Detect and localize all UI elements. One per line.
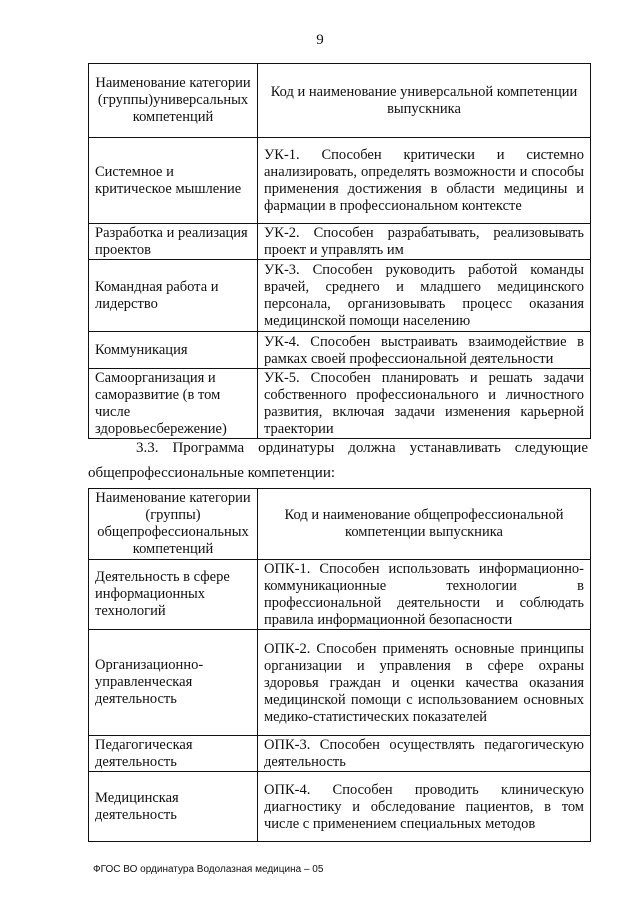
competency-cell: УК-5. Способен планировать и решать задачи собственного профессионального и личностного развития, включая задачи изменения карьерной траектории	[258, 369, 591, 439]
table-row	[89, 560, 591, 630]
table-row	[89, 260, 591, 332]
competency-cell: УК-3. Способен руководить работой команды врачей, среднего и младшего медицинского персонала, организовывать процесс оказания медицинской помощи населению	[258, 260, 591, 332]
competency-cell: ОПК-4. Способен проводить клиническую диагностику и обследование пациентов, в том числе с применением специальных методов	[258, 772, 591, 842]
table-row	[89, 772, 591, 842]
header-competency: Код и наименование общепрофессиональной компетенции выпускника	[258, 489, 591, 560]
table-row	[89, 332, 591, 369]
category-cell: Медицинская деятельность	[89, 772, 258, 842]
header-competency: Код и наименование универсальной компетенции выпускника	[258, 64, 591, 138]
table-row	[89, 736, 591, 772]
category-cell: Самоорганизация и саморазвитие (в том числе здоровьесбережение)	[89, 369, 258, 439]
category-cell: Разработка и реализация проектов	[89, 224, 258, 260]
table-row	[89, 224, 591, 260]
table-header-row	[89, 64, 591, 138]
header-category: Наименование категории (группы) общепрофессиональных компетенций	[89, 489, 258, 560]
competency-cell: УК-4. Способен выстраивать взаимодействие в рамках своей профессиональной деятельности	[258, 332, 591, 369]
competency-cell: ОПК-1. Способен использовать информационно-коммуникационные технологии в профессиональной деятельности и соблюдать правила информационной безопасности	[258, 560, 591, 630]
page-number: 9	[316, 32, 324, 48]
header-category: Наименование категории (группы)универсальных компетенций	[89, 64, 258, 138]
competency-cell: УК-1. Способен критически и системно анализировать, определять возможности и способы применения достижения в области медицины и фармации в профессиональном контексте	[258, 138, 591, 224]
footer-text: ФГОС ВО ординатура Водолазная медицина – 05	[93, 864, 324, 875]
paragraph-line-2: общепрофессиональные компетенции:	[88, 465, 336, 481]
competency-cell: УК-2. Способен разрабатывать, реализовывать проект и управлять им	[258, 224, 591, 260]
category-cell: Системное и критическое мышление	[89, 138, 258, 224]
competency-cell: ОПК-3. Способен осуществлять педагогическую деятельность	[258, 736, 591, 772]
category-cell: Организационно-управленческая деятельность	[89, 630, 258, 736]
category-cell: Педагогическая деятельность	[89, 736, 258, 772]
category-cell: Коммуникация	[89, 332, 258, 369]
table-row	[89, 138, 591, 224]
table-header-row	[89, 489, 591, 560]
table-row	[89, 630, 591, 736]
universal-competencies-table	[88, 63, 591, 439]
paragraph-line-1: 3.3. Программа ординатуры должна устанавливать следующие	[136, 440, 588, 456]
table-row	[89, 369, 591, 439]
category-cell: Деятельность в сфере информационных технологий	[89, 560, 258, 630]
category-cell: Командная работа и лидерство	[89, 260, 258, 332]
general-professional-competencies-table	[88, 488, 591, 842]
competency-cell: ОПК-2. Способен применять основные принципы организации и управления в сфере охраны здоровья граждан и оценки качества оказания медицинской помощи с использованием основных медико-статистических показателей	[258, 630, 591, 736]
